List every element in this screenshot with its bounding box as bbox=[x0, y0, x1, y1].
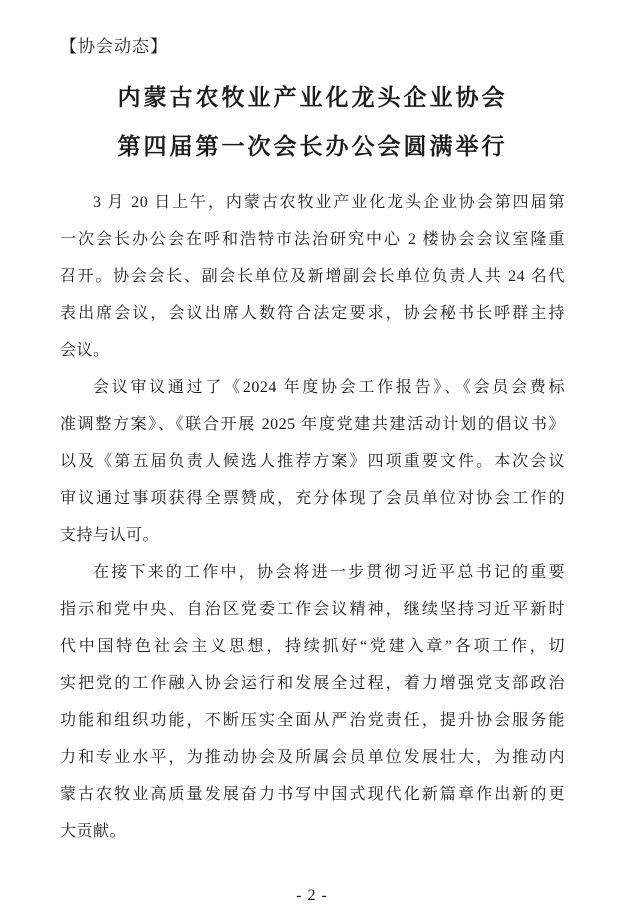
body-text-line: 支持与认可。 bbox=[60, 527, 160, 544]
body-text-line: 会议。 bbox=[60, 342, 110, 359]
document-body bbox=[60, 184, 565, 850]
body-text-line: 召开。协会会长、副会长单位及新增副会长单位负责人共 24 名代 bbox=[60, 268, 565, 285]
body-text-line: 功能和组织功能，不断压实全面从严治党责任，提升协会服务能 bbox=[60, 712, 565, 729]
document-title bbox=[60, 82, 565, 161]
body-text-line: 准调整方案》、《联合开展 2025 年度党建共建活动计划的倡议书》 bbox=[60, 416, 565, 433]
body-paragraph bbox=[60, 369, 565, 554]
body-text-line: 力和专业水平，为推动协会及所属会员单位发展壮大，为推动内 bbox=[60, 749, 565, 766]
body-text-line: 审议通过事项获得全票赞成，充分体现了会员单位对协会工作的 bbox=[60, 490, 565, 507]
body-text-line: 指示和党中央、自治区党委工作会议精神，继续坚持习近平新时 bbox=[60, 601, 565, 618]
body-text-line: 在接下来的工作中，协会将进一步贯彻习近平总书记的重要 bbox=[93, 564, 565, 581]
body-text-line: 大贡献。 bbox=[60, 823, 127, 840]
body-text-line: 以及《第五届负责人候选人推荐方案》四项重要文件。本次会议 bbox=[60, 453, 565, 470]
body-paragraph bbox=[60, 554, 565, 850]
body-text-line: 实把党的工作融入协会运行和发展全过程，着力增强党支部政治 bbox=[60, 675, 565, 692]
body-text-line: 一次会长办公会在呼和浩特市法治研究中心 2 楼协会会议室隆重 bbox=[60, 231, 565, 248]
body-text-line: 蒙古农牧业高质量发展奋力书写中国式现代化新篇章作出新的更 bbox=[60, 786, 565, 803]
section-header: 【协会动态】 bbox=[60, 37, 168, 56]
title-line-1: 内蒙古农牧业产业化龙头企业协会 bbox=[117, 84, 508, 110]
page-number: - 2 - bbox=[296, 887, 328, 904]
body-text-line: 表出席会议，会议出席人数符合法定要求，协会秘书长呼群主持 bbox=[60, 305, 565, 322]
body-text-line: 代中国特色社会主义思想，持续抓好“党建入章”各项工作，切 bbox=[60, 638, 565, 655]
body-text-line: 3 月 20 日上午，内蒙古农牧业产业化龙头企业协会第四届第 bbox=[93, 194, 565, 211]
body-paragraph bbox=[60, 184, 565, 369]
title-line-2: 第四届第一次会长办公会圆满举行 bbox=[117, 133, 508, 159]
body-text-line: 会议审议通过了《2024 年度协会工作报告》、《会员会费标 bbox=[93, 379, 565, 396]
